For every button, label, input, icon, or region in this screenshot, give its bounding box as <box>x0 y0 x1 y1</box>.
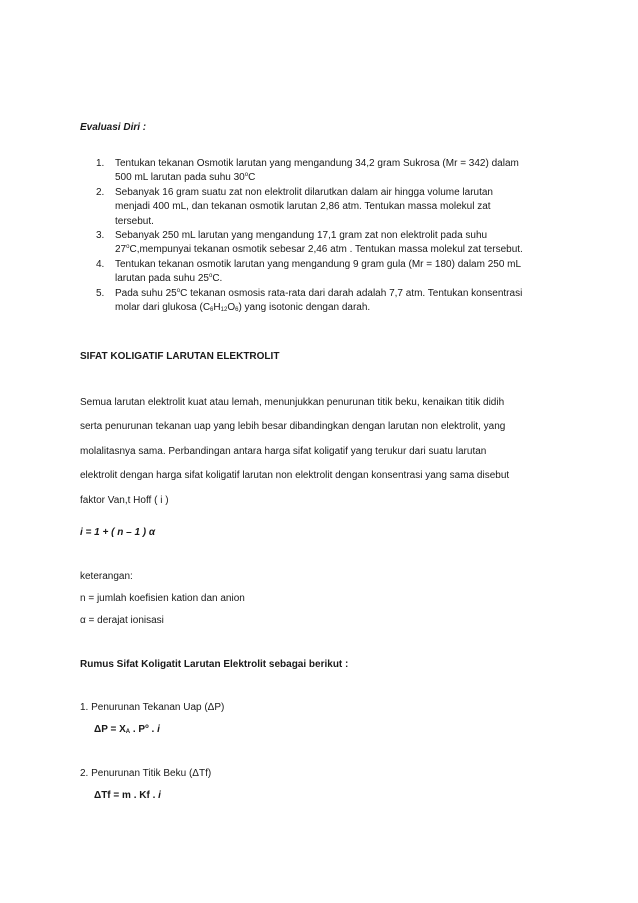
rumus-1-formula: $\Delta P = X_A$ . $P^o$ . i <box>94 724 160 735</box>
formula-i: i = 1 + ( n – 1 ) α <box>80 527 156 538</box>
section-title: SIFAT KOLIGATIF LARUTAN ELEKTROLIT <box>80 351 280 362</box>
paragraph: Semua larutan elektrolit kuat atau lemah, menunjukkan penurunan titik beku, kenaikan titik didih serta penurunan tekanan uap yang lebih besar dibandingkan dengan larutan non elektrolit, yang molalitasnya sama. Perbandingan antara harga sifat koligatif yang terukur dari suatu larutan elektrolit dengan harga sifat koligatif larutan non elektrolit dengan konsentrasi yang sama disebut faktor Van,t Hoff ( i ) <box>80 397 510 506</box>
question-item: 5. Pada suhu 25$^o$C tekanan osmosis rata-rata dari darah adalah 7,7 atm. Tentukan konsentrasi molar dari glukosa $(C_6H_{12}O_6)$ yang isotonic dengan darah. <box>96 287 523 314</box>
question-item: 1. Tentukan tekanan Osmotik larutan yang mengandung 34,2 gram Sukrosa (Mr = 342) dalam 500 mL larutan pada suhu 30$^o$C <box>96 158 519 184</box>
keterangan-n: n = jumlah koefisien kation dan anion <box>80 593 245 604</box>
rumus-2-formula: ΔTf = m . Kf . i <box>94 790 161 801</box>
question-item: 4. Tentukan tekanan osmotik larutan yang mengandung 9 gram gula (Mr = 180) dalam 250 mL larutan pada suhu 25$^o$C. <box>96 258 522 285</box>
rumus-1-title: 1. Penurunan Tekanan Uap (ΔP) <box>80 702 225 713</box>
keterangan-alpha: α = derajat ionisasi <box>80 615 164 626</box>
question-item: 2. Sebanyak 16 gram suatu zat non elektrolit dilarutkan dalam air hingga volume larutan menjadi 400 mL, dan tekanan osmotik larutan 2,86 atm. Tentukan massa molekul zat tersebut. <box>96 186 493 227</box>
evaluasi-title: Evaluasi Diri : <box>80 122 147 133</box>
question-item: 3. Sebanyak 250 mL larutan yang mengandung 17,1 gram zat non elektrolit pada suhu 27$^o$C,mempunyai tekanan osmotik sebesar 2,46 atm . Tentukan massa molekul zat tersebut. <box>96 230 523 256</box>
rumus-2-title: 2. Penurunan Titik Beku (ΔTf) <box>80 768 212 779</box>
keterangan-label: keterangan: <box>80 571 133 582</box>
question-list <box>96 157 566 315</box>
rumus-title: Rumus Sifat Koligatit Larutan Elektrolit sebagai berikut : <box>80 659 349 670</box>
